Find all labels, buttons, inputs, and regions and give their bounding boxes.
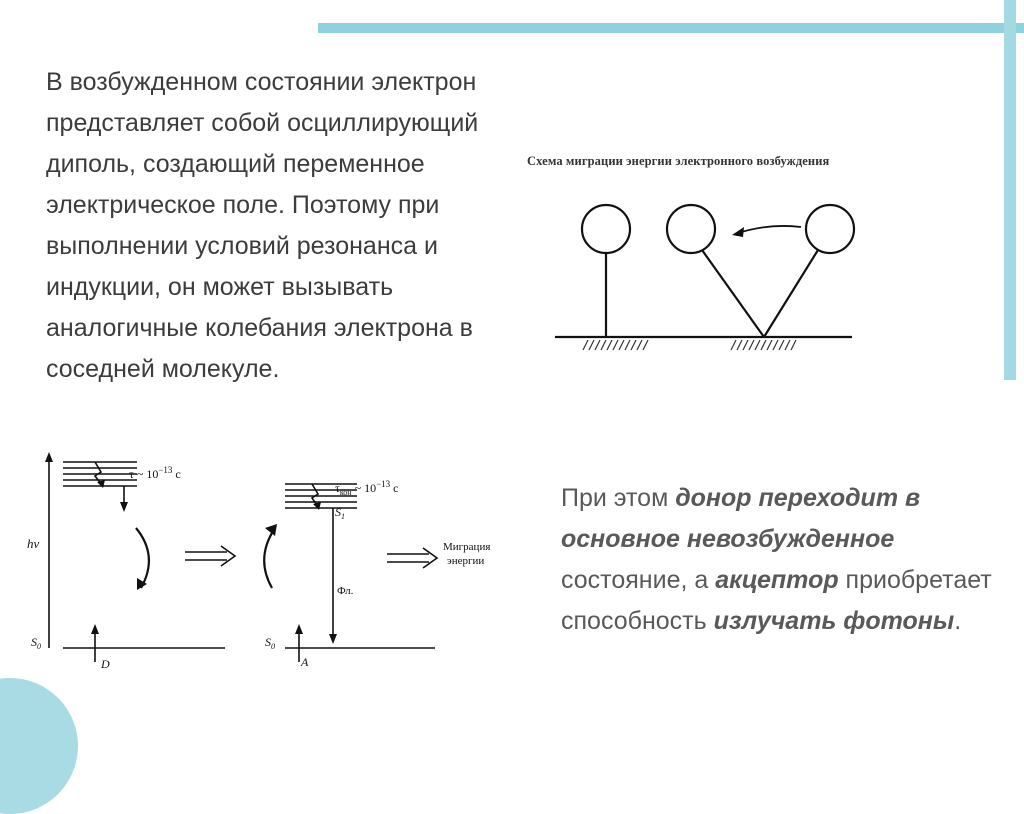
pendulum-rod-3 (764, 250, 818, 337)
right-text-part1: При этом (561, 484, 676, 512)
pendulum-schema (540, 190, 880, 360)
migration-label-line1: Миграция (443, 541, 491, 553)
hv-label: hν (27, 536, 40, 551)
energy-level-diagram (25, 448, 530, 688)
schema-title: Схема миграции энергии электронного возбуждения (527, 154, 830, 168)
pendulum-bob-3 (806, 205, 854, 253)
emit-photons-emphasis: излучать фотоны (713, 607, 955, 635)
transfer-arrowhead (732, 227, 744, 237)
left-paragraph: В возбужденном состоянии электрон представляет собой осциллирующий диполь, создающий переменное электрическое поле. Поэтому при выполнении условий резонанса и индукции, он может вызывать аналогичные колебания электрона в соседней молекуле. (46, 68, 479, 383)
pendulum-bob-2 (667, 205, 715, 253)
donor-emphasis: донор переходит в основное невозбужденное (561, 484, 921, 553)
fluorescence-label: Фл. (337, 585, 354, 597)
right-text-part2: состояние, а (561, 566, 716, 594)
tau-label: τ ~ $10^{-13}$ с (129, 465, 181, 481)
s0-left-label: $S_0$ (31, 635, 41, 651)
ground-hatch-left (583, 340, 648, 350)
right-text-part3: приобретает способность (561, 566, 992, 635)
donor-label: D (101, 657, 110, 671)
decorative-top-bar (318, 23, 1024, 33)
right-paragraph (561, 478, 1011, 642)
s0-right-label: $S_0$ (265, 635, 275, 651)
tau-kon-label: $\tau_{кон}$ ~ $10^{-13}$ с (335, 479, 399, 497)
pendulum-bob-1 (582, 205, 630, 253)
ground-hatch-right (731, 340, 796, 350)
transfer-arrow (735, 226, 801, 234)
decorative-circle (0, 678, 78, 814)
acceptor-label: A (301, 655, 309, 669)
right-text-part4: . (954, 607, 962, 635)
migration-label-line2: энергии (447, 555, 485, 567)
s1-label: $S_1$ (335, 505, 345, 521)
pendulum-rod-2 (702, 250, 764, 337)
acceptor-emphasis: акцептор (715, 566, 839, 594)
decorative-right-bar (1004, 0, 1016, 380)
